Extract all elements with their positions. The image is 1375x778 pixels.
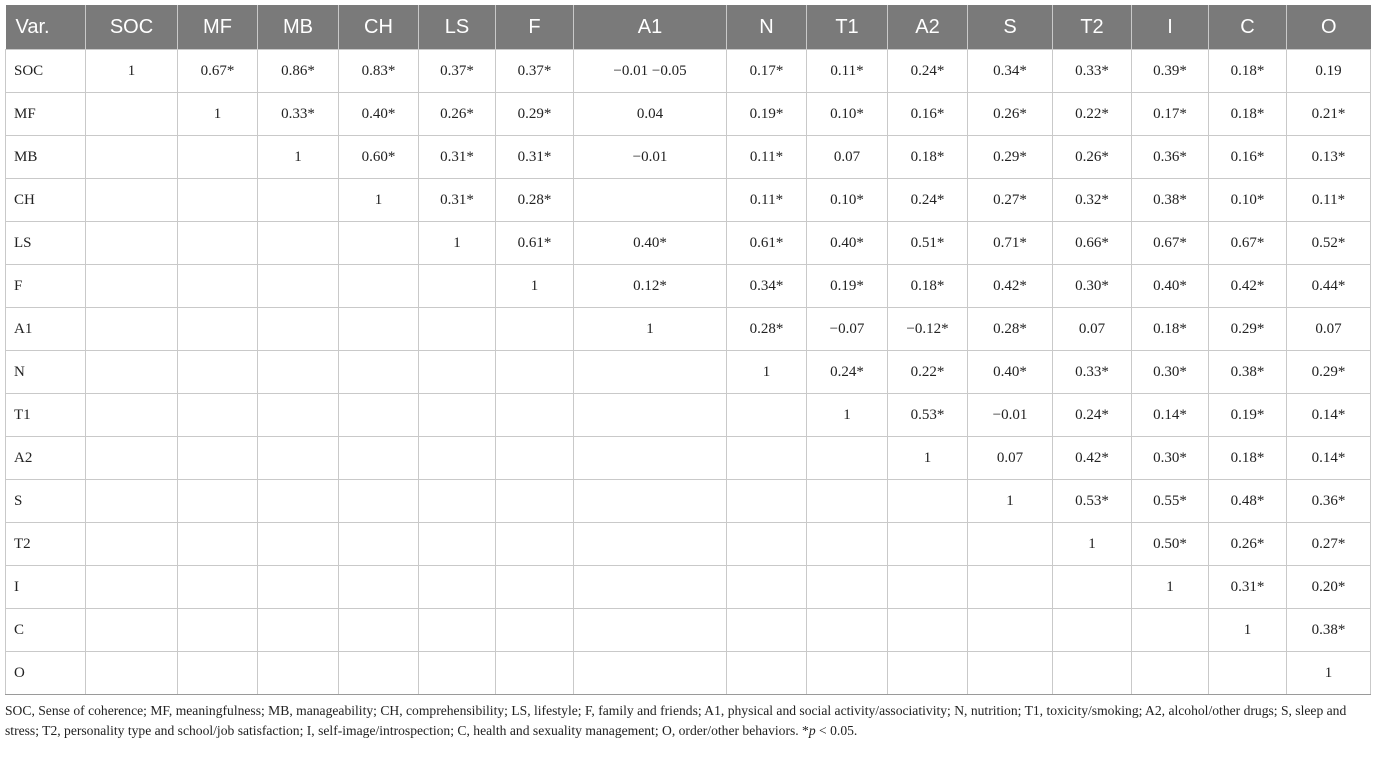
table-cell [258, 523, 339, 566]
table-row [6, 394, 1371, 437]
table-row [6, 222, 1371, 265]
table-cell [86, 437, 178, 480]
table-cell [178, 265, 258, 308]
table-cell [339, 523, 419, 566]
table-cell [807, 523, 888, 566]
table-cell [339, 652, 419, 695]
table-cell: 0.18* [888, 265, 968, 308]
table-cell [496, 523, 574, 566]
table-cell [339, 480, 419, 523]
table-cell [968, 609, 1053, 652]
table-cell: 0.31* [496, 136, 574, 179]
table-cell: 1 [339, 179, 419, 222]
table-cell [86, 93, 178, 136]
table-cell [178, 523, 258, 566]
row-header: C [6, 609, 86, 652]
table-cell [339, 437, 419, 480]
footnote-p-symbol: p [808, 723, 816, 738]
table-cell: 0.07 [1287, 308, 1371, 351]
table-cell [258, 609, 339, 652]
table-cell [888, 609, 968, 652]
table-cell [258, 652, 339, 695]
table-footnote [5, 701, 1367, 741]
table-cell: 0.26* [968, 93, 1053, 136]
table-cell: 1 [888, 437, 968, 480]
table-cell [1053, 609, 1132, 652]
row-header: N [6, 351, 86, 394]
table-cell [807, 480, 888, 523]
table-cell: 0.12* [574, 265, 727, 308]
table-cell: 0.29* [1287, 351, 1371, 394]
table-cell: 0.11* [807, 50, 888, 93]
table-cell [1132, 652, 1209, 695]
table-cell: 0.19* [807, 265, 888, 308]
table-cell [178, 136, 258, 179]
table-cell: 0.40* [968, 351, 1053, 394]
table-cell: 0.19 [1287, 50, 1371, 93]
table-cell: 1 [419, 222, 496, 265]
table-cell [86, 222, 178, 265]
table-row [6, 93, 1371, 136]
column-header: O [1287, 5, 1371, 50]
table-cell [888, 566, 968, 609]
table-row [6, 136, 1371, 179]
table-cell [86, 136, 178, 179]
table-cell: 0.18* [1209, 437, 1287, 480]
table-cell: 0.29* [1209, 308, 1287, 351]
table-cell [86, 480, 178, 523]
table-cell: 0.27* [968, 179, 1053, 222]
row-header: I [6, 566, 86, 609]
table-cell [86, 265, 178, 308]
column-header: T1 [807, 5, 888, 50]
table-cell: 0.28* [968, 308, 1053, 351]
row-header: CH [6, 179, 86, 222]
table-cell [419, 609, 496, 652]
table-cell [496, 308, 574, 351]
table-cell [86, 308, 178, 351]
table-cell [574, 652, 727, 695]
table-cell [496, 566, 574, 609]
table-cell: 0.31* [419, 136, 496, 179]
table-cell [258, 265, 339, 308]
table-cell [727, 652, 807, 695]
table-cell: 0.18* [1209, 50, 1287, 93]
table-cell: 0.22* [888, 351, 968, 394]
table-body [6, 50, 1371, 695]
table-cell: 0.37* [419, 50, 496, 93]
table-cell [1053, 566, 1132, 609]
table-cell: 0.07 [807, 136, 888, 179]
row-header: SOC [6, 50, 86, 93]
table-cell [888, 523, 968, 566]
table-cell [339, 308, 419, 351]
table-cell: 0.67* [1209, 222, 1287, 265]
table-cell: 0.83* [339, 50, 419, 93]
table-cell: 0.51* [888, 222, 968, 265]
table-cell [339, 351, 419, 394]
table-cell: 0.48* [1209, 480, 1287, 523]
table-cell: 0.53* [888, 394, 968, 437]
table-cell: 1 [727, 351, 807, 394]
table-cell [86, 566, 178, 609]
table-cell: 0.11* [1287, 179, 1371, 222]
table-cell: 0.24* [807, 351, 888, 394]
table-cell: 0.29* [496, 93, 574, 136]
row-header: T2 [6, 523, 86, 566]
table-cell [574, 480, 727, 523]
table-row [6, 351, 1371, 394]
table-row [6, 523, 1371, 566]
table-cell: 0.55* [1132, 480, 1209, 523]
table-cell [86, 523, 178, 566]
table-cell [727, 437, 807, 480]
table-cell [496, 652, 574, 695]
table-cell [339, 394, 419, 437]
table-cell: 0.38* [1132, 179, 1209, 222]
table-cell: 0.38* [1209, 351, 1287, 394]
table-cell: 0.50* [1132, 523, 1209, 566]
table-cell: 0.53* [1053, 480, 1132, 523]
table-cell [419, 351, 496, 394]
table-cell: 0.07 [1053, 308, 1132, 351]
row-header: T1 [6, 394, 86, 437]
table-cell: 0.30* [1053, 265, 1132, 308]
column-header: LS [419, 5, 496, 50]
table-cell: 0.14* [1287, 394, 1371, 437]
column-header: N [727, 5, 807, 50]
table-cell: 0.10* [807, 179, 888, 222]
table-cell [1053, 652, 1132, 695]
table-cell [727, 394, 807, 437]
table-cell: 0.24* [1053, 394, 1132, 437]
table-cell: 0.39* [1132, 50, 1209, 93]
table-cell: 0.61* [727, 222, 807, 265]
table-cell: 0.31* [1209, 566, 1287, 609]
table-cell: 0.29* [968, 136, 1053, 179]
table-cell: 0.33* [258, 93, 339, 136]
row-header: A2 [6, 437, 86, 480]
table-cell: 1 [496, 265, 574, 308]
table-cell: 0.14* [1287, 437, 1371, 480]
table-row [6, 265, 1371, 308]
table-cell: −0.01 [968, 394, 1053, 437]
table-cell: 0.40* [1132, 265, 1209, 308]
table-cell: 0.86* [258, 50, 339, 93]
table-cell [419, 394, 496, 437]
table-cell: 0.19* [1209, 394, 1287, 437]
table-cell [258, 480, 339, 523]
table-cell [574, 394, 727, 437]
table-cell: 0.28* [727, 308, 807, 351]
table-cell: 0.18* [888, 136, 968, 179]
table-cell [968, 566, 1053, 609]
table-cell [178, 566, 258, 609]
column-header: A2 [888, 5, 968, 50]
table-row [6, 179, 1371, 222]
table-cell [574, 566, 727, 609]
table-row [6, 50, 1371, 93]
table-cell: 0.28* [496, 179, 574, 222]
table-cell: 0.17* [1132, 93, 1209, 136]
table-cell [496, 480, 574, 523]
table-cell [86, 179, 178, 222]
table-cell [574, 351, 727, 394]
table-cell [258, 351, 339, 394]
row-header: MF [6, 93, 86, 136]
table-figure [5, 5, 1370, 741]
table-row [6, 609, 1371, 652]
table-cell: −0.07 [807, 308, 888, 351]
row-header: O [6, 652, 86, 695]
correlation-table [5, 5, 1371, 695]
table-row [6, 437, 1371, 480]
table-cell [86, 351, 178, 394]
table-cell: 0.24* [888, 179, 968, 222]
column-header: T2 [1053, 5, 1132, 50]
table-cell [496, 351, 574, 394]
table-cell [258, 566, 339, 609]
table-cell: 0.27* [1287, 523, 1371, 566]
column-header: I [1132, 5, 1209, 50]
table-cell: 0.33* [1053, 351, 1132, 394]
table-cell: 0.24* [888, 50, 968, 93]
table-cell: 0.30* [1132, 437, 1209, 480]
table-cell: −0.01 −0.05 [574, 50, 727, 93]
table-cell [419, 523, 496, 566]
table-cell [807, 566, 888, 609]
table-cell [888, 480, 968, 523]
table-cell: 0.10* [807, 93, 888, 136]
table-cell: 0.67* [1132, 222, 1209, 265]
table-cell: 0.30* [1132, 351, 1209, 394]
row-header: MB [6, 136, 86, 179]
table-cell: 0.44* [1287, 265, 1371, 308]
footnote-p-threshold: < 0.05. [815, 723, 858, 738]
table-cell: 1 [258, 136, 339, 179]
column-header: A1 [574, 5, 727, 50]
table-cell [86, 652, 178, 695]
table-cell: 0.33* [1053, 50, 1132, 93]
table-cell [339, 222, 419, 265]
table-cell [968, 523, 1053, 566]
column-header-var: Var. [6, 5, 86, 50]
table-cell [574, 523, 727, 566]
table-cell [1209, 652, 1287, 695]
table-cell: 0.42* [1053, 437, 1132, 480]
table-cell [807, 609, 888, 652]
table-row [6, 652, 1371, 695]
table-cell [178, 179, 258, 222]
table-row [6, 308, 1371, 351]
row-header: S [6, 480, 86, 523]
table-cell: 0.52* [1287, 222, 1371, 265]
table-cell: 0.18* [1209, 93, 1287, 136]
table-cell: 1 [1287, 652, 1371, 695]
table-cell [258, 308, 339, 351]
table-cell: 0.38* [1287, 609, 1371, 652]
table-cell [888, 652, 968, 695]
column-header: MB [258, 5, 339, 50]
table-cell: 0.40* [339, 93, 419, 136]
table-cell [727, 523, 807, 566]
table-cell: 0.16* [888, 93, 968, 136]
table-cell [727, 480, 807, 523]
table-cell [178, 437, 258, 480]
table-cell: 1 [1209, 609, 1287, 652]
table-cell: 0.36* [1132, 136, 1209, 179]
table-cell [968, 652, 1053, 695]
table-cell: 0.26* [419, 93, 496, 136]
table-cell: 0.18* [1132, 308, 1209, 351]
table-cell [339, 609, 419, 652]
table-cell: 0.17* [727, 50, 807, 93]
table-cell [727, 609, 807, 652]
table-cell: 1 [807, 394, 888, 437]
table-cell: 0.21* [1287, 93, 1371, 136]
table-cell [419, 480, 496, 523]
table-cell [807, 652, 888, 695]
table-cell: 0.19* [727, 93, 807, 136]
table-cell [1132, 609, 1209, 652]
table-cell: 0.42* [968, 265, 1053, 308]
table-cell: 0.67* [178, 50, 258, 93]
table-cell: 0.36* [1287, 480, 1371, 523]
table-cell [178, 480, 258, 523]
table-cell: 0.22* [1053, 93, 1132, 136]
table-cell [178, 222, 258, 265]
table-cell [574, 609, 727, 652]
table-cell: 0.07 [968, 437, 1053, 480]
table-cell [419, 652, 496, 695]
table-cell: 0.32* [1053, 179, 1132, 222]
table-cell [419, 308, 496, 351]
table-cell: 0.34* [968, 50, 1053, 93]
table-row [6, 480, 1371, 523]
table-cell [574, 179, 727, 222]
table-cell [178, 652, 258, 695]
table-cell: 1 [574, 308, 727, 351]
table-cell: 1 [178, 93, 258, 136]
table-cell [574, 437, 727, 480]
table-cell: 0.11* [727, 179, 807, 222]
table-cell [807, 437, 888, 480]
column-header: C [1209, 5, 1287, 50]
table-cell [258, 394, 339, 437]
table-cell: −0.12* [888, 308, 968, 351]
table-cell: 0.34* [727, 265, 807, 308]
table-cell [496, 437, 574, 480]
row-header: F [6, 265, 86, 308]
table-cell [178, 394, 258, 437]
table-cell: 0.66* [1053, 222, 1132, 265]
table-header-row [6, 5, 1371, 50]
table-cell: 0.40* [574, 222, 727, 265]
table-cell [178, 308, 258, 351]
column-header: SOC [86, 5, 178, 50]
table-cell: 0.71* [968, 222, 1053, 265]
table-cell [178, 609, 258, 652]
table-cell: 1 [968, 480, 1053, 523]
table-cell: 0.37* [496, 50, 574, 93]
footnote-text: SOC, Sense of coherence; MF, meaningfulness; MB, manageability; CH, comprehensibility; LS, lifestyle; F, family and friends; A1, physical and social activity/associativity; N, nutrition; T1, toxicity/smoking; A2, alcohol/other drugs; S, sleep and stress; T2, personality type and school/job satisfaction; I, self-image/introspection; C, health and sexuality management; O, order/other behaviors. * [5, 703, 1347, 738]
table-cell: −0.01 [574, 136, 727, 179]
table-cell: 0.04 [574, 93, 727, 136]
table-cell: 1 [86, 50, 178, 93]
table-cell [496, 609, 574, 652]
column-header: S [968, 5, 1053, 50]
table-cell [419, 566, 496, 609]
table-cell: 0.60* [339, 136, 419, 179]
table-cell: 1 [1132, 566, 1209, 609]
table-cell: 0.26* [1209, 523, 1287, 566]
table-cell [86, 394, 178, 437]
table-cell [419, 437, 496, 480]
table-cell [258, 437, 339, 480]
row-header: LS [6, 222, 86, 265]
table-cell [496, 394, 574, 437]
table-cell: 0.61* [496, 222, 574, 265]
table-cell [339, 265, 419, 308]
table-cell: 0.26* [1053, 136, 1132, 179]
table-cell [339, 566, 419, 609]
table-cell: 0.20* [1287, 566, 1371, 609]
table-cell: 0.16* [1209, 136, 1287, 179]
table-cell: 1 [1053, 523, 1132, 566]
table-cell [727, 566, 807, 609]
table-cell: 0.14* [1132, 394, 1209, 437]
table-cell [419, 265, 496, 308]
table-cell: 0.42* [1209, 265, 1287, 308]
row-header: A1 [6, 308, 86, 351]
table-cell: 0.11* [727, 136, 807, 179]
table-cell: 0.31* [419, 179, 496, 222]
table-cell [258, 179, 339, 222]
column-header: CH [339, 5, 419, 50]
table-cell [178, 351, 258, 394]
table-cell: 0.13* [1287, 136, 1371, 179]
table-cell: 0.40* [807, 222, 888, 265]
table-cell [258, 222, 339, 265]
table-cell [86, 609, 178, 652]
column-header: MF [178, 5, 258, 50]
table-cell: 0.10* [1209, 179, 1287, 222]
column-header: F [496, 5, 574, 50]
table-row [6, 566, 1371, 609]
